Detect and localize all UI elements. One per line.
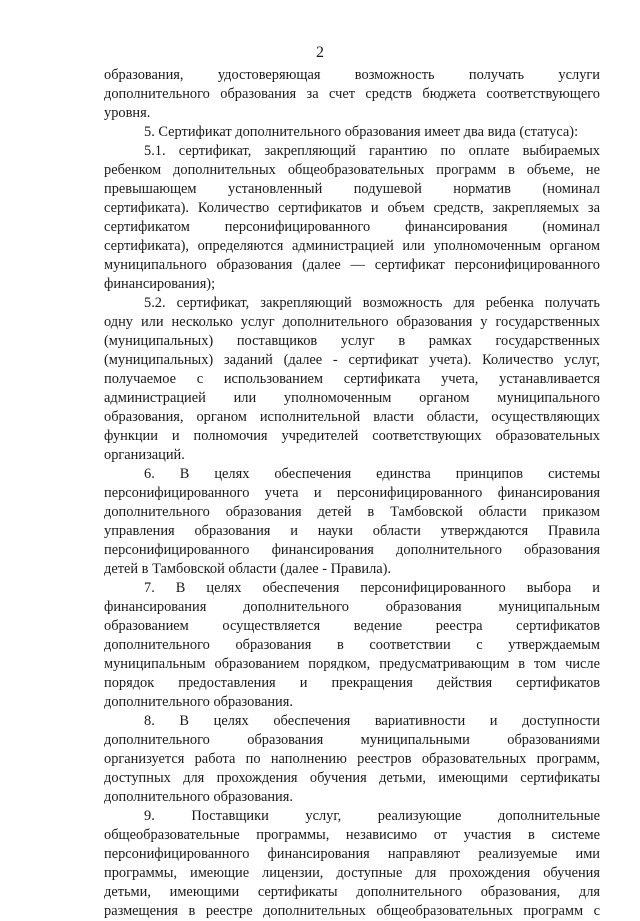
text-line: сертификатом персонифицированного финансирования (номинал <box>104 219 600 235</box>
text-line: дополнительного образования. <box>104 789 293 805</box>
text-line: финансирования дополнительного образования муниципальным <box>104 599 600 615</box>
text-line: 5.1. сертификат, закрепляющий гарантию по оплате выбираемых <box>144 143 600 159</box>
text-line: управления образования и науки области утверждаются Правила <box>104 523 600 539</box>
text-line: сертификата). Количество сертификатов и объем средств, закрепляемых за <box>104 200 600 216</box>
text-line: дополнительного образования муниципальными образованиями <box>104 732 600 748</box>
paragraph-5-2 <box>104 294 600 465</box>
document-body <box>104 66 600 921</box>
paragraph-7 <box>104 579 600 712</box>
text-line: организаций. <box>104 447 185 463</box>
text-line: доступных для прохождения обучения детьми, имеющими сертификаты <box>104 770 600 786</box>
text-line: персонифицированного финансирования направляют реализуемые ими <box>104 846 600 862</box>
text-line: (муниципальных) заданий (далее - сертификат учета). Количество услуг, <box>104 352 600 368</box>
text-line: (муниципальных) поставщиков услуг в рамках государственных <box>104 333 600 349</box>
text-line: 5.2. сертификат, закрепляющий возможность для ребенка получать <box>144 295 600 311</box>
text-line: ребенком дополнительных общеобразовательных программ в объеме, не <box>104 162 600 178</box>
text-line: детей в Тамбовской области (далее - Правила). <box>104 561 392 577</box>
paragraph-8 <box>104 712 600 807</box>
text-line: функции и полномочия учредителей соответствующих образовательных <box>104 428 600 444</box>
text-line: превышающем установленный подушевой норматив (номинал <box>104 181 600 197</box>
text-line: муниципального образования (далее — сертификат персонифицированного <box>104 257 600 273</box>
text-line: одну или несколько услуг дополнительного образования у государственных <box>104 314 600 330</box>
text-line: 7. В целях обеспечения персонифицированного выбора и <box>144 580 600 596</box>
text-line: финансирования); <box>104 276 216 292</box>
text-line: общеобразовательные программы, независимо от участия в системе <box>104 827 600 843</box>
text-line: программы, имеющие лицензии, доступные для прохождения обучения <box>104 865 600 881</box>
paragraph-continuation <box>104 66 600 123</box>
paragraph-6 <box>104 465 600 579</box>
text-line: 8. В целях обеспечения вариативности и доступности <box>144 713 600 729</box>
paragraph-5 <box>104 123 600 142</box>
text-line: дополнительного образования. <box>104 694 293 710</box>
text-line: детьми, имеющими сертификаты дополнительного образования, для <box>104 884 600 900</box>
text-line: персонифицированного финансирования дополнительного образования <box>104 542 600 558</box>
text-line: сертификата), определяются администрацией или уполномоченным органом <box>104 238 600 254</box>
paragraph-5-1 <box>104 142 600 294</box>
text-line: размещения в реестре дополнительных общеобразовательных программ с <box>104 903 600 919</box>
text-line: порядок предоставления и прекращения действия сертификатов <box>104 675 600 691</box>
text-line: дополнительного образования за счет средств бюджета соответствующего <box>104 86 600 102</box>
text-line: образования, органом исполнительной власти области, осуществляющих <box>104 409 600 425</box>
page-number: 2 <box>316 44 324 61</box>
text-line: образования, удостоверяющая возможность получать услуги <box>104 67 600 83</box>
text-line: образованием осуществляется ведение реестра сертификатов <box>104 618 600 634</box>
text-line: дополнительного образования детей в Тамбовской области приказом <box>104 504 600 520</box>
text-line: дополнительного образования в соответствии с утверждаемым <box>104 637 600 653</box>
text-line: уровня. <box>104 105 151 121</box>
text-line: 5. Сертификат дополнительного образования имеет два вида (статуса): <box>144 124 579 140</box>
text-line: организуется работа по наполнению реестров образовательных программ, <box>104 751 600 767</box>
text-line: получаемое с использованием сертификата учета, устанавливается <box>104 371 600 387</box>
text-line: 6. В целях обеспечения единства принципов системы <box>144 466 600 482</box>
text-line: персонифицированного учета и персонифицированного финансирования <box>104 485 600 501</box>
text-line: муниципальным образованием порядком, предусматривающим в том числе <box>104 656 600 672</box>
text-line: 9. Поставщики услуг, реализующие дополнительные <box>144 808 600 824</box>
text-line: администрацией или уполномоченным органом муниципального <box>104 390 600 406</box>
paragraph-9 <box>104 807 600 921</box>
